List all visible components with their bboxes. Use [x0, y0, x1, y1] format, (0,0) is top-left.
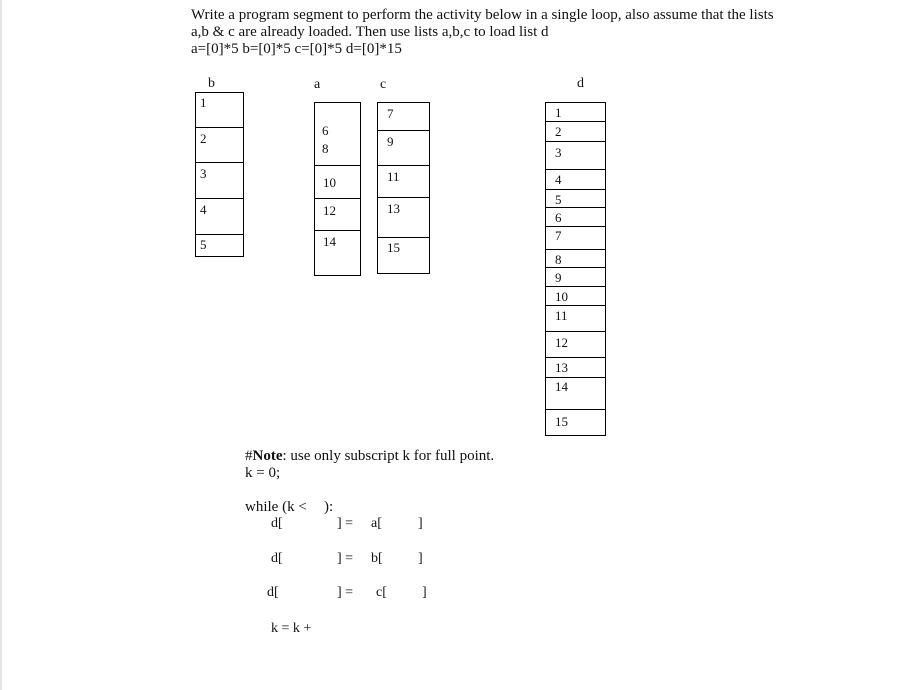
list-a-value: 12 [323, 203, 336, 218]
list-d-cell [545, 249, 606, 268]
list-a-value: 6 [322, 123, 329, 138]
instruction-line-1: Write a program segment to perform the activity below in a single loop, also assume that the lists [191, 7, 774, 23]
list-c-cell [377, 197, 430, 238]
code-init: k = 0; [245, 465, 281, 481]
list-a-cell [314, 102, 361, 166]
list-c-cell [377, 237, 430, 274]
list-d-cell [545, 102, 606, 122]
list-d-cell [545, 226, 606, 250]
list-d-value: 5 [555, 192, 562, 207]
list-d-cell [545, 305, 606, 332]
list-d-cell [545, 377, 606, 410]
code-increment: k = k + [271, 621, 312, 636]
list-d-cell [545, 169, 606, 190]
code-while-close: ): [324, 499, 334, 515]
code-c-open: c[ [376, 585, 387, 600]
list-a-label: a [314, 77, 321, 92]
list-b-cell [195, 127, 244, 163]
page-edge [0, 0, 2, 690]
list-c-cell [377, 165, 430, 198]
list-d-cell [545, 331, 606, 358]
note-line [245, 448, 494, 465]
note-bold: Note [252, 448, 283, 464]
list-b-label: b [208, 76, 215, 91]
list-c-label: c [380, 77, 387, 92]
list-d-label: d [577, 76, 584, 91]
list-d-value: 4 [555, 172, 562, 187]
list-a-value: 10 [323, 175, 336, 190]
code-close: ] [418, 551, 423, 566]
list-d-cell [545, 207, 606, 227]
list-d-cell [545, 141, 606, 170]
list-c-value: 7 [387, 106, 394, 121]
code-close: ] [418, 516, 423, 531]
list-d-value: 6 [555, 210, 562, 225]
code-close-eq: ] = [337, 516, 354, 531]
list-a-cell [314, 230, 361, 276]
list-b-cell [195, 198, 244, 235]
list-c-value: 13 [387, 201, 400, 216]
list-d-cell [545, 189, 606, 208]
list-c-value: 11 [387, 169, 400, 184]
list-b-value: 4 [200, 202, 207, 217]
list-b-cell [195, 92, 244, 128]
list-d-value: 7 [555, 228, 562, 243]
list-c-value: 15 [387, 240, 400, 255]
code-close-eq: ] = [337, 551, 354, 566]
list-c-value: 9 [387, 134, 394, 149]
instruction-line-3: a=[0]*5 b=[0]*5 c=[0]*5 d=[0]*15 [191, 41, 402, 57]
code-b-open: b[ [371, 551, 383, 566]
list-d-value: 9 [555, 270, 562, 285]
list-a-cell [314, 198, 361, 231]
list-b-value: 3 [200, 166, 207, 181]
list-a-cell [314, 165, 361, 199]
code-close-eq: ] = [337, 585, 354, 600]
instructions [191, 7, 831, 58]
code-a-open: a[ [371, 516, 382, 531]
list-d-value: 15 [555, 414, 568, 429]
list-d-cell [545, 267, 606, 287]
list-d-value: 13 [555, 360, 568, 375]
list-d-cell [545, 409, 606, 436]
list-b-cell [195, 162, 244, 199]
note-text: : use only subscript k for full point. [282, 448, 495, 464]
list-b-value: 1 [200, 95, 207, 110]
list-b-value: 2 [200, 131, 207, 146]
list-d-cell [545, 357, 606, 378]
list-d-value: 14 [555, 379, 568, 394]
note-hash: # [245, 448, 253, 464]
list-d-value: 8 [555, 252, 562, 267]
list-a-value: 14 [323, 234, 336, 249]
code-d-open: d[ [267, 585, 279, 600]
list-d-cell [545, 286, 606, 306]
list-d-value: 11 [555, 308, 568, 323]
instruction-line-2: a,b & c are already loaded. Then use lists a,b,c to load list d [191, 24, 549, 40]
list-b-cell [195, 234, 244, 257]
list-a-value: 8 [322, 141, 329, 156]
code-d-open: d[ [271, 516, 283, 531]
list-c-cell [377, 130, 430, 166]
list-d-cell [545, 121, 606, 142]
code-d-open: d[ [271, 551, 283, 566]
code-while: while (k < [245, 499, 307, 515]
list-d-value: 2 [555, 124, 562, 139]
list-d-value: 12 [555, 335, 568, 350]
code-close: ] [422, 585, 427, 600]
list-b-value: 5 [200, 237, 207, 252]
list-d-value: 1 [555, 105, 562, 120]
list-d-value: 10 [555, 289, 568, 304]
list-c-cell [377, 102, 430, 131]
list-d-value: 3 [555, 145, 562, 160]
